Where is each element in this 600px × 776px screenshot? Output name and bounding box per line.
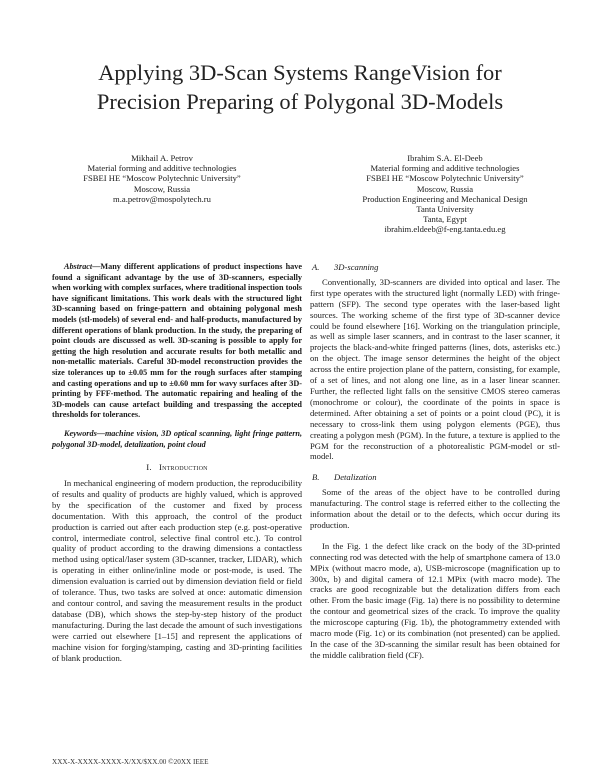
author-city-2: Tanta, Egypt [423, 214, 467, 225]
author-city: Moscow, Russia [416, 183, 474, 194]
author-name: Ibrahim S.A. El-Deeb [407, 153, 483, 163]
section-heading-introduction [52, 462, 302, 473]
section-number: I. [146, 462, 152, 473]
author-block-1 [62, 153, 262, 204]
abstract [52, 262, 302, 421]
detalization-paragraph-1: Some of the areas of the object have to be controlled during manufacturing. The control stage is referred either to the collecting the information about the detail or to the defects, which occur during its production. [310, 487, 560, 530]
subsection-heading-3d-scanning [310, 262, 560, 273]
copyright-footer: XXX-X-XXXX-XXXX-X/XX/$XX.00 ©20XX IEEE [52, 758, 209, 766]
abstract-text: —Many different applications of product inspections have found a significant advantage by the use of 3D-scanners, especially when working with complex surfaces, where traditional inspection tools have significant limitations. This work deals with the structured light 3D-scanning based on fringe-pattern and obtaining polygonal mesh models (stl-models) of several end- and half-products, manufactured by different operations of blank production. In the study, the preparing of point clouds are discussed as well. 3D-scaning is possible to apply for getting the high resolution and accurate results for both metallic and non-metallic materials. Careful 3D-model reconstruction provides the size tolerances up to ±0.05 mm for the rough surfaces after stamping and casting operations and up to ±0.60 mm for wavy surfaces after 3D-printing by FFF-method. The automatic repairing and healing of the 3D-models can cause artefact building and trespassing the accepted thresholds for tolerances. [52, 262, 302, 420]
author-department-2: Production Engineering and Mechanical Design [362, 193, 528, 204]
keywords: Keywords—machine vision, 3D optical scanning, light fringe pattern, polygonal 3D-model, detalization, point cloud [52, 428, 302, 449]
left-column [52, 262, 302, 663]
subsection-heading-detalization [310, 472, 560, 483]
subsection-number: B. [312, 472, 320, 483]
author-organization: FSBEI HE “Moscow Polytechnic University” [83, 173, 241, 184]
author-email: m.a.petrov@mospolytech.ru [113, 193, 211, 204]
author-name: Mikhail A. Petrov [131, 153, 193, 163]
subsection-number: A. [312, 262, 320, 272]
author-block-2 [330, 153, 560, 235]
title-line-2: Precision Preparing of Polygonal 3D-Models [96, 89, 504, 114]
paper-title [40, 58, 560, 116]
subsection-title: Detalization [334, 472, 377, 483]
author-email: ibrahim.eldeeb@f-eng.tanta.edu.eg [384, 224, 506, 235]
abstract-label: Abstract [64, 262, 93, 271]
right-column [310, 262, 560, 661]
author-organization-2: Tanta University [416, 204, 474, 215]
subsection-title: 3D-scanning [334, 262, 379, 272]
author-city: Moscow, Russia [133, 183, 191, 194]
scanning-paragraph: Conventionally, 3D-scanners are divided into optical and laser. The first type operates with the structured light (normally LED) with fringe-pattern (SFP). The second type operates with the laser-based light sources. The working scheme of the first type of 3D-scanner device could be found elsewhere [16]. Working on the triangulation principle, as well as simple laser scanners, and in contrast to the laser scanner, it projects the black-and-white fringed patterns (lines, dots, asterisks etc.) on the object. The image sensor determines the height of the object across the entire projection plane of the pattern, consisting, for example, of a set of lines, and not along one line, as in a laser linear scanner. Further, the reflected light falls on the sensitive CMOS stereo cameras (monochrome or colour), the coordinate of the points in space is determined. After obtaining a set of points or a point cloud (PC), it is necessary to cross-link them using polygon elements (PGE), thus creating a polygon mesh (PGM). In the future, a texture is applied to the PGM for the reconstruction of a photorealistic PGM-model or stl-model. [310, 276, 560, 462]
detalization-paragraph-2: In the Fig. 1 the defect like crack on the body of the 3D-printed connecting rod was detected with the help of smartphone camera of 13.0 MPix (without macro mode, a), USB-microscope (magnification up to 300x, b) and digital camera of 12.1 MPix (with macro mode). The cracks are good recognizable but the detalization differs from each other. From the basic image (Fig. 1a) there is no possibility to determine the contour and geometrical sizes of the crack. To improve the quality the microscope capturing (Fig. 1b), the photogrammetry extended with macro mode (Fig. 1c) or its combination (not presented) can be applied. In the case of the 3D-scanning the similar result has been obtained for the middle calibration field (CF). [310, 540, 560, 660]
title-line-1: Applying 3D-Scan Systems RangeVision for [98, 60, 502, 85]
author-organization: FSBEI HE “Moscow Polytechnic University” [366, 173, 524, 184]
author-department: Material forming and additive technologies [87, 163, 237, 174]
section-title: Introduction [159, 462, 208, 473]
author-department: Material forming and additive technologies [370, 163, 520, 174]
introduction-paragraph: In mechanical engineering of modern production, the reproducibility of results and quality of products are highly valued, which is approved by the specification of the customer and fixed by process documentation. With this approach, the control of the product production is carried out after each production step (e.g. post-operative control, intermediate control, selective final control etc.). To control quality of product according to the drawing dimensions a contactless method using optical/laser system (3D-scanner, tracker, LIDAR), which is operating in either online/inline mode or post-mode, is used. The dimension evaluation is carried out by dimension deviation field or field of tolerance. Thus, two tasks are solved at once: automatic dimension and contour control, and saving the measurement results in the product database (DB), which shows the step-by-step history of the product manufacturing. During the last decade the amount of such investigations were carried out elsewhere [1–15] and represent the applications of machine vision for forging/stamping, casting and 3D-printing facilities of blank production. [52, 478, 302, 663]
